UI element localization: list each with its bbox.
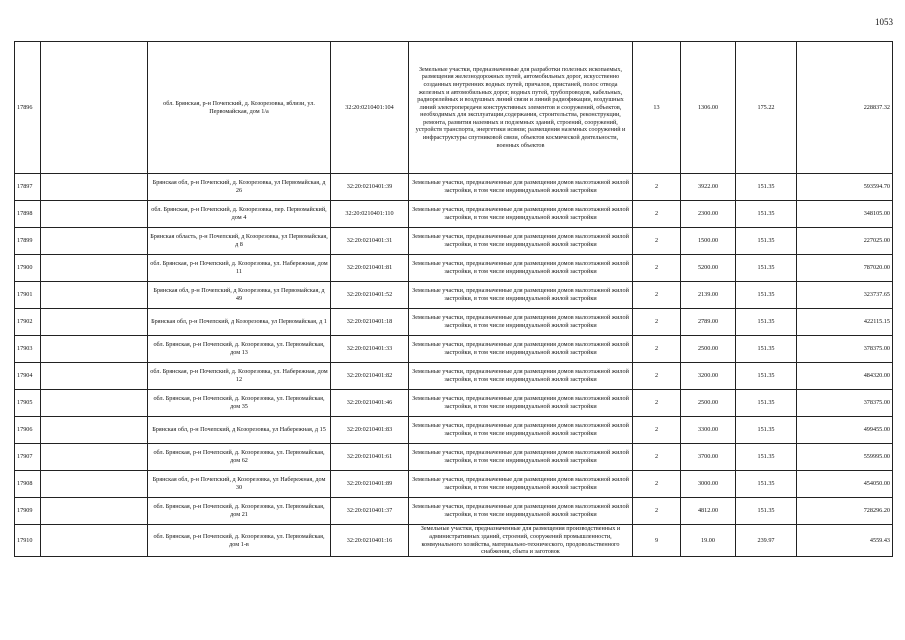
- rate-cell: 151.35: [736, 444, 797, 471]
- rate-cell: 151.35: [736, 471, 797, 498]
- land-use-cell: Земельные участки, предназначенные для размещения домов малоэтажной жилой застройки, в том числе индивидуальной жилой застройки: [409, 174, 633, 201]
- land-use-cell: Земельные участки, предназначенные для размещения домов малоэтажной жилой застройки, в том числе индивидуальной жилой застройки: [409, 363, 633, 390]
- address-cell: Брянская область, р-н Почепский, д Козорезовка, ул Первомайская, д 8: [148, 228, 331, 255]
- row-number: 17896: [15, 42, 41, 174]
- table-row: [15, 309, 893, 336]
- rate-cell: 151.35: [736, 417, 797, 444]
- cadastral-value-cell: 378375.00: [797, 336, 893, 363]
- group-cell: 2: [633, 336, 681, 363]
- area-cell: 2500.00: [681, 336, 736, 363]
- cadastral-number-cell: 32:20:0210401:81: [331, 255, 409, 282]
- table-row: [15, 255, 893, 282]
- group-cell: 2: [633, 363, 681, 390]
- area-cell: 2789.00: [681, 309, 736, 336]
- address-cell: Брянская обл, р-н Почепский, д Козорезовка, ул Набережная, дом 30: [148, 471, 331, 498]
- land-use-cell: Земельные участки, предназначенные для размещения домов малоэтажной жилой застройки, в том числе индивидуальной жилой застройки: [409, 390, 633, 417]
- row-number: 17906: [15, 417, 41, 444]
- area-cell: 3700.00: [681, 444, 736, 471]
- blank-cell: [41, 174, 148, 201]
- address-cell: Брянская обл, р-н Почепский, д Козорезовка, ул Набережная, д 15: [148, 417, 331, 444]
- group-cell: 2: [633, 309, 681, 336]
- area-cell: 1500.00: [681, 228, 736, 255]
- blank-cell: [41, 498, 148, 525]
- rate-cell: 175.22: [736, 42, 797, 174]
- rate-cell: 151.35: [736, 309, 797, 336]
- cadastral-value-cell: 559995.00: [797, 444, 893, 471]
- table-row: [15, 390, 893, 417]
- blank-cell: [41, 228, 148, 255]
- row-number: 17904: [15, 363, 41, 390]
- rate-cell: 239.97: [736, 525, 797, 557]
- group-cell: 13: [633, 42, 681, 174]
- cadastral-number-cell: 32:20:0210401:39: [331, 174, 409, 201]
- address-cell: обл. Брянская, р-н Почепский, д. Козорезовка, ул. Первомайская, дом 35: [148, 390, 331, 417]
- cadastral-number-cell: 32:20:0210401:110: [331, 201, 409, 228]
- address-cell: Брянская обл, р-н Почепский, д. Козорезовка, ул Первомайская, д 26: [148, 174, 331, 201]
- cadastral-number-cell: 32:20:0210401:46: [331, 390, 409, 417]
- rate-cell: 151.35: [736, 282, 797, 309]
- area-cell: 3922.00: [681, 174, 736, 201]
- rate-cell: 151.35: [736, 498, 797, 525]
- group-cell: 2: [633, 498, 681, 525]
- cadastral-value-cell: 787020.00: [797, 255, 893, 282]
- area-cell: 3200.00: [681, 363, 736, 390]
- address-cell: обл. Брянская, р-н Почепский, д. Козорезовка, ул. Первомайская, дом 1-в: [148, 525, 331, 557]
- land-use-cell: Земельные участки, предназначенные для размещения домов малоэтажной жилой застройки, в том числе индивидуальной жилой застройки: [409, 201, 633, 228]
- area-cell: 4812.00: [681, 498, 736, 525]
- blank-cell: [41, 525, 148, 557]
- blank-cell: [41, 255, 148, 282]
- blank-cell: [41, 336, 148, 363]
- cadastral-value-cell: 4559.43: [797, 525, 893, 557]
- land-use-cell: Земельные участки, предназначенные для размещения производственных и административных зданий, строений, сооружений промышленности, коммунального хозяйства, материально-технического, продовольственного снабжения, сбыта и заготовок: [409, 525, 633, 557]
- blank-cell: [41, 390, 148, 417]
- table-row: [15, 525, 893, 557]
- row-number: 17907: [15, 444, 41, 471]
- table-row: [15, 471, 893, 498]
- row-number: 17902: [15, 309, 41, 336]
- row-number: 17900: [15, 255, 41, 282]
- cadastral-number-cell: 32:20:0210401:52: [331, 282, 409, 309]
- land-use-cell: Земельные участки, предназначенные для размещения домов малоэтажной жилой застройки, в том числе индивидуальной жилой застройки: [409, 444, 633, 471]
- table-row: [15, 336, 893, 363]
- row-number: 17898: [15, 201, 41, 228]
- address-cell: обл. Брянская, р-н Почепский, д. Козорезовка, пер. Первомайский, дом 4: [148, 201, 331, 228]
- blank-cell: [41, 201, 148, 228]
- row-number: 17908: [15, 471, 41, 498]
- blank-cell: [41, 282, 148, 309]
- cadastral-number-cell: 32:20:0210401:33: [331, 336, 409, 363]
- area-cell: 2500.00: [681, 390, 736, 417]
- cadastral-value-cell: 422115.15: [797, 309, 893, 336]
- row-number: 17901: [15, 282, 41, 309]
- blank-cell: [41, 42, 148, 174]
- row-number: 17897: [15, 174, 41, 201]
- row-number: 17899: [15, 228, 41, 255]
- land-use-cell: Земельные участки, предназначенные для размещения домов малоэтажной жилой застройки, в том числе индивидуальной жилой застройки: [409, 255, 633, 282]
- area-cell: 1306.00: [681, 42, 736, 174]
- rate-cell: 151.35: [736, 228, 797, 255]
- blank-cell: [41, 417, 148, 444]
- address-cell: обл. Брянская, р-н Почепский, д. Козорезовка, ул. Набережная, дом 12: [148, 363, 331, 390]
- group-cell: 2: [633, 471, 681, 498]
- group-cell: 2: [633, 444, 681, 471]
- blank-cell: [41, 471, 148, 498]
- cadastral-value-cell: 484320.00: [797, 363, 893, 390]
- area-cell: 2139.00: [681, 282, 736, 309]
- blank-cell: [41, 363, 148, 390]
- land-use-cell: Земельные участки, предназначенные для размещения домов малоэтажной жилой застройки, в том числе индивидуальной жилой застройки: [409, 498, 633, 525]
- rate-cell: 151.35: [736, 255, 797, 282]
- rate-cell: 151.35: [736, 201, 797, 228]
- blank-cell: [41, 444, 148, 471]
- table-row: [15, 174, 893, 201]
- cadastral-value-cell: 728296.20: [797, 498, 893, 525]
- cadastral-value-cell: 323737.65: [797, 282, 893, 309]
- cadastral-value-cell: 593594.70: [797, 174, 893, 201]
- group-cell: 9: [633, 525, 681, 557]
- table-row: [15, 228, 893, 255]
- cadastral-number-cell: 32:20:0210401:89: [331, 471, 409, 498]
- area-cell: 2300.00: [681, 201, 736, 228]
- group-cell: 2: [633, 417, 681, 444]
- table-row: [15, 42, 893, 174]
- rate-cell: 151.35: [736, 174, 797, 201]
- address-cell: обл. Брянская, р-н Почепский, д. Козорезовка, вблизи, ул. Первомайская, дом 1/а: [148, 42, 331, 174]
- group-cell: 2: [633, 174, 681, 201]
- row-number: 17909: [15, 498, 41, 525]
- group-cell: 2: [633, 255, 681, 282]
- table-row: [15, 444, 893, 471]
- table-row: [15, 201, 893, 228]
- area-cell: 3300.00: [681, 417, 736, 444]
- table-row: [15, 363, 893, 390]
- land-use-cell: Земельные участки, предназначенные для размещения домов малоэтажной жилой застройки, в том числе индивидуальной жилой застройки: [409, 417, 633, 444]
- rate-cell: 151.35: [736, 363, 797, 390]
- row-number: 17903: [15, 336, 41, 363]
- group-cell: 2: [633, 228, 681, 255]
- area-cell: 19.00: [681, 525, 736, 557]
- cadastral-value-cell: 228837.32: [797, 42, 893, 174]
- cadastral-value-cell: 454050.00: [797, 471, 893, 498]
- cadastral-value-cell: 378375.00: [797, 390, 893, 417]
- blank-cell: [41, 309, 148, 336]
- cadastral-number-cell: 32:20:0210401:61: [331, 444, 409, 471]
- group-cell: 2: [633, 282, 681, 309]
- land-use-cell: Земельные участки, предназначенные для размещения домов малоэтажной жилой застройки, в том числе индивидуальной жилой застройки: [409, 336, 633, 363]
- land-use-cell: Земельные участки, предназначенные для размещения домов малоэтажной жилой застройки, в том числе индивидуальной жилой застройки: [409, 228, 633, 255]
- address-cell: Брянская обл, р-н Почепский, д Козорезовка, ул Первомайская, д 1: [148, 309, 331, 336]
- row-number: 17910: [15, 525, 41, 557]
- cadastral-value-cell: 499455.00: [797, 417, 893, 444]
- address-cell: обл. Брянская, р-н Почепский, д. Козорезовка, ул. Первомайская, дом 13: [148, 336, 331, 363]
- table-body: [15, 42, 893, 557]
- group-cell: 2: [633, 390, 681, 417]
- address-cell: Брянская обл, р-н Почепский, д Козорезовка, ул Первомайская, д 49: [148, 282, 331, 309]
- address-cell: обл. Брянская, р-н Почепский, д. Козорезовка, ул. Первомайская, дом 21: [148, 498, 331, 525]
- rate-cell: 151.35: [736, 336, 797, 363]
- group-cell: 2: [633, 201, 681, 228]
- land-use-cell: Земельные участки, предназначенные для размещения домов малоэтажной жилой застройки, в том числе индивидуальной жилой застройки: [409, 282, 633, 309]
- land-use-cell: Земельные участки, предназначенные для разработки полезных ископаемых, размещения железнодорожных путей, автомобильных дорог, искусственно созданных внутренних водных путей, причалов, пристаней, полос отвода железных и автомобильных дорог, водных путей, трубопроводов, кабельных, радиорелейных и воздушных линий связи и линий радиофикации, воздушных линий электропередачи конструктивных элементов и сооружений, объектов, необходимых для эксплуатации,содержания, строительства, реконструкции, ремонта, развития наземных и подземных зданий, строений, сооружений, устройств транспорта, энергетики исвязи; размещения наземных сооружений и инфраструктуры спутниковой связи, объектов космической деятельности, военных объектов: [409, 42, 633, 174]
- cadastral-value-cell: 227025.00: [797, 228, 893, 255]
- cadastral-value-cell: 348105.00: [797, 201, 893, 228]
- page-number: 1053: [875, 17, 893, 27]
- land-use-cell: Земельные участки, предназначенные для размещения домов малоэтажной жилой застройки, в том числе индивидуальной жилой застройки: [409, 471, 633, 498]
- area-cell: 5200.00: [681, 255, 736, 282]
- cadastral-number-cell: 32:20:0210401:16: [331, 525, 409, 557]
- cadastral-number-cell: 32:20:0210401:83: [331, 417, 409, 444]
- land-use-cell: Земельные участки, предназначенные для размещения домов малоэтажной жилой застройки, в том числе индивидуальной жилой застройки: [409, 309, 633, 336]
- address-cell: обл. Брянская, р-н Почепский, д. Козорезовка, ул. Набережная, дом 11: [148, 255, 331, 282]
- address-cell: обл. Брянская, р-н Почепский, д. Козорезовка, ул. Первомайская, дом 62: [148, 444, 331, 471]
- table-row: [15, 282, 893, 309]
- rate-cell: 151.35: [736, 390, 797, 417]
- table-row: [15, 417, 893, 444]
- cadastral-value-table: [14, 41, 893, 557]
- cadastral-number-cell: 32:20:0210401:104: [331, 42, 409, 174]
- cadastral-number-cell: 32:20:0210401:82: [331, 363, 409, 390]
- table-row: [15, 498, 893, 525]
- area-cell: 3000.00: [681, 471, 736, 498]
- cadastral-number-cell: 32:20:0210401:31: [331, 228, 409, 255]
- row-number: 17905: [15, 390, 41, 417]
- cadastral-number-cell: 32:20:0210401:18: [331, 309, 409, 336]
- cadastral-number-cell: 32:20:0210401:37: [331, 498, 409, 525]
